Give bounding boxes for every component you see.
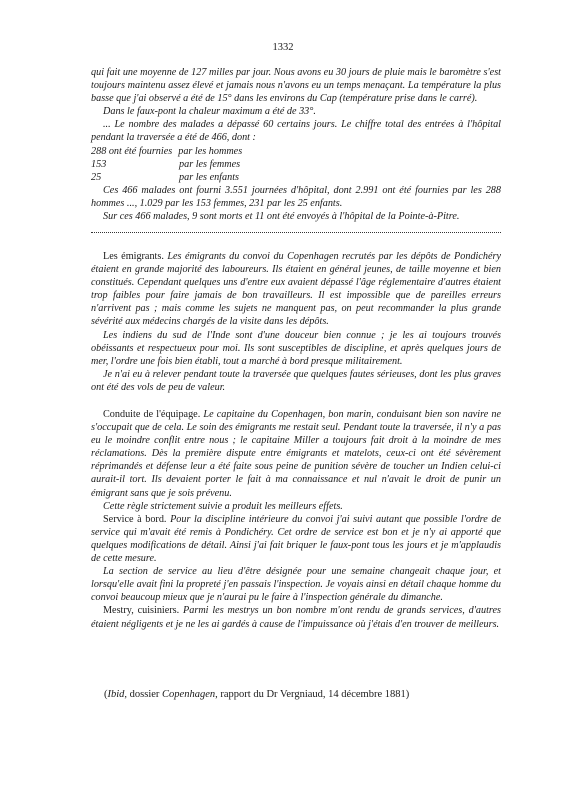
report-excerpt-emigrants [91, 250, 501, 394]
paragraph: Cette règle strictement suivie a produit les meilleurs effets. [103, 500, 343, 512]
paragraph: Sur ces 466 malades, 9 sont morts et 11 ont été envoyés à l'hôpital de la Pointe-à-Pitre. [103, 211, 460, 223]
paragraph: Je n'ai eu à relever pendant toute la traversée que quelques fautes sérieuses, dont les plus graves ont été des vols de peu de valeur. [91, 368, 501, 393]
hospital-entries-list [91, 145, 501, 184]
paragraph: Les émigrants. Les émigrants du convoi du Copenhagen recrutés par les dépôts de Pondichéry étaient en grande majorité des laboureurs. Ils étaient en général jeunes, de taille moyenne et bien constitués. Cependant quelques uns d'entre eux avaient dépassé l'âge réglementaire d'autres étaient trop faibles pour faire jamais de bon travailleurs. Il est impossible que de pareilles erreurs n'arrivent pas ; mais comme les sujets ne manquent pas, on peut recommander la plus grande sévérité aux médecins chargés de la visite dans les dépôts. [91, 251, 501, 328]
paragraph: La section de service au lieu d'être désignée pour une semaine changeait chaque jour, et lorsqu'elle avait fini la propreté j'en passais l'inspection. Je voyais ainsi en détail chaque homme du convoi beaucoup mieux que je n'aurai pu le faire à l'inspection générale du dimanche. [91, 566, 501, 604]
paragraph: Ces 466 malades ont fourni 3.551 journées d'hôpital, dont 2.991 ont été fournies par les 288 hommes ..., 1.029 par les 153 femmes, 231 par les 25 enfants. [91, 184, 501, 209]
section-heading: Conduite de l'équipage. [103, 409, 201, 420]
paragraph: Dans le faux-pont la chaleur maximum a été de 33°. [103, 106, 316, 118]
section-heading: Service à bord. [103, 513, 167, 525]
paragraph: ... Le nombre des malades a dépassé 60 certains jours. Le chiffre total des entrées à l'hôpital pendant la traversée a été de 466, dont : [91, 119, 501, 144]
paragraph: Conduite de l'équipage. Le capitaine du Copenhagen, bon marin, conduisant bien son navire ne s'occupait que de cela. Le soin des émigrants me restait seul. Pendant toute la traversée, il n'y a pas eu le moindre conflit entre nous ; le capitaine Miller a toujours fait droit à la moindre de mes réclamations. Dès la première dispute entre émigrants et matelots, ceux-ci ont été sévèrement réprimandés et défense leur a été faite sous peine de punition sévère de toucher un Indien celui-ci aurait-il tort. Ils devaient porter le fait à ma connaissance et nul n'avait le droit de punir un émigrant sans que je sois prévenu. [91, 409, 502, 499]
page-number: 1332 [272, 42, 294, 53]
paragraph: Service à bord. Pour la discipline intérieure du convoi j'ai suivi autant que possible l'ordre de service qui m'avait été remis à Pondichéry. Cet ordre de service est bon et je n'y ai apporté que quelques modifications de détail. Ainsi j'ai fait briquer le faux-pont tous les jours et je m'applaudis de cette mesure. [91, 513, 501, 565]
list-item: 288 ont été fournies par les hommes [91, 145, 243, 157]
paragraph: Mestry, cuisiniers. Parmi les mestrys un bon nombre m'ont rendu de grands services, d'autres étaient négligents et je ne les ai gardés à cause de l'impuissance où j'étais d'en trouver de meilleurs. [91, 605, 501, 630]
list-item: 25 par les enfants [91, 171, 239, 183]
dotted-separator [91, 232, 501, 233]
source-citation: (Ibid, dossier Copenhagen, rapport du Dr Vergniaud, 14 décembre 1881) [104, 689, 410, 700]
report-excerpt-voyage [91, 66, 501, 223]
report-excerpt-crew [91, 408, 501, 631]
section-heading: Les émigrants. [103, 251, 164, 262]
paragraph: Les indiens du sud de l'Inde sont d'une douceur bien connue ; je les ai toujours trouvés obéissants et respectueux pour moi. Ils sont susceptibles de discipline, et après quelques jours de mer, l'ordre une fois bien établi, tout a marché à bord presque militairement. [91, 329, 501, 367]
section-heading: Mestry, cuisiniers. [103, 605, 180, 617]
paragraph: qui fait une moyenne de 127 milles par jour. Nous avons eu 30 jours de pluie mais le baromètre s'est toujours maintenu assez élevé et jamais nous n'avons eu un temps menaçant. La température la plus basse que j'ai observé a été de 15° dans les environs du Cap (température prise dans le carré). [91, 67, 501, 105]
list-item: 153 par les femmes [91, 158, 241, 170]
